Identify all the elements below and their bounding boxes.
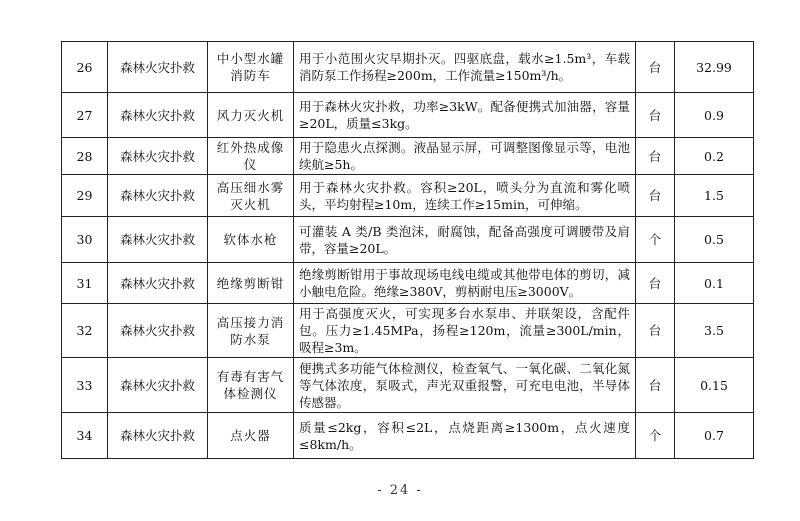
row-equipment-name: 有毒有害气体检测仪 (208, 358, 294, 413)
row-equipment-name: 点火器 (208, 413, 294, 459)
row-category: 森林火灾扑救 (108, 304, 208, 358)
row-number: 29 (62, 175, 108, 217)
row-specification: 用于高强度灭火，可实现多台水泵串、并联架设，含配件包。压力≥1.45MPa，扬程≥120m，流量≥300L/min，吸程≥3m。 (294, 304, 636, 358)
row-unit: 台 (636, 93, 675, 138)
table-row (62, 42, 754, 93)
row-category: 森林火灾扑救 (108, 175, 208, 217)
row-equipment-name: 绝缘剪断钳 (208, 263, 294, 304)
row-category: 森林火灾扑救 (108, 217, 208, 263)
table-row (62, 358, 754, 413)
table-row (62, 93, 754, 138)
row-equipment-name: 高压细水雾灭火机 (208, 175, 294, 217)
row-equipment-name: 软体水枪 (208, 217, 294, 263)
row-specification: 便携式多功能气体检测仪，检查氧气、一氧化碳、二氧化氮等气体浓度，泵吸式，声光双重报警，可充电电池，半导体传感器。 (294, 358, 636, 413)
row-quantity: 32.99 (675, 42, 754, 93)
row-unit: 台 (636, 358, 675, 413)
row-equipment-name: 高压接力消防水泵 (208, 304, 294, 358)
row-category: 森林火灾扑救 (108, 138, 208, 175)
row-quantity: 0.9 (675, 93, 754, 138)
row-equipment-name: 风力灭火机 (208, 93, 294, 138)
row-category: 森林火灾扑救 (108, 42, 208, 93)
row-category: 森林火灾扑救 (108, 263, 208, 304)
row-number: 28 (62, 138, 108, 175)
row-specification: 用于隐患火点探测。液晶显示屏，可调整图像显示等，电池续航≥5h。 (294, 138, 636, 175)
row-number: 34 (62, 413, 108, 459)
row-category: 森林火灾扑救 (108, 413, 208, 459)
row-unit: 台 (636, 175, 675, 217)
row-unit: 个 (636, 413, 675, 459)
row-quantity: 0.2 (675, 138, 754, 175)
row-number: 33 (62, 358, 108, 413)
page-number: - 24 - (377, 483, 423, 498)
row-number: 26 (62, 42, 108, 93)
row-category: 森林火灾扑救 (108, 93, 208, 138)
row-unit: 台 (636, 138, 675, 175)
row-category: 森林火灾扑救 (108, 358, 208, 413)
row-equipment-name: 中小型水罐消防车 (208, 42, 294, 93)
table-row (62, 304, 754, 358)
row-specification: 用于小范围火灾早期扑灭。四驱底盘，载水≥1.5m³，车载消防泵工作扬程≥200m，工作流量≥150m³/h。 (294, 42, 636, 93)
row-specification: 质量≤2kg，容积≤2L，点烧距离≥1300m，点火速度≤8km/h。 (294, 413, 636, 459)
table-row (62, 138, 754, 175)
row-equipment-name: 红外热成像仪 (208, 138, 294, 175)
row-specification: 用于森林火灾扑救，功率≥3kW。配备便携式加油器，容量≥20L，质量≤3kg。 (294, 93, 636, 138)
table-row (62, 217, 754, 263)
table-row (62, 413, 754, 459)
row-unit: 个 (636, 217, 675, 263)
row-specification: 可灌装 A 类/B 类泡沫，耐腐蚀，配备高强度可调腰带及肩带，容量≥20L。 (294, 217, 636, 263)
row-unit: 台 (636, 263, 675, 304)
row-specification: 用于森林火灾扑救。容积≥20L，喷头分为直流和雾化喷头，平均射程≥10m，连续工作≥15min，可伸缩。 (294, 175, 636, 217)
equipment-table-body (62, 42, 754, 459)
row-unit: 台 (636, 42, 675, 93)
row-number: 31 (62, 263, 108, 304)
row-number: 30 (62, 217, 108, 263)
equipment-table (61, 41, 754, 459)
row-quantity: 1.5 (675, 175, 754, 217)
row-quantity: 0.15 (675, 358, 754, 413)
row-specification: 绝缘剪断钳用于事故现场电线电缆或其他带电体的剪切，减小触电危险。绝缘≥380V，剪柄耐电压≥3000V。 (294, 263, 636, 304)
row-unit: 台 (636, 304, 675, 358)
row-quantity: 0.7 (675, 413, 754, 459)
row-number: 27 (62, 93, 108, 138)
row-quantity: 0.1 (675, 263, 754, 304)
row-quantity: 0.5 (675, 217, 754, 263)
row-number: 32 (62, 304, 108, 358)
table-row (62, 263, 754, 304)
row-quantity: 3.5 (675, 304, 754, 358)
table-row (62, 175, 754, 217)
